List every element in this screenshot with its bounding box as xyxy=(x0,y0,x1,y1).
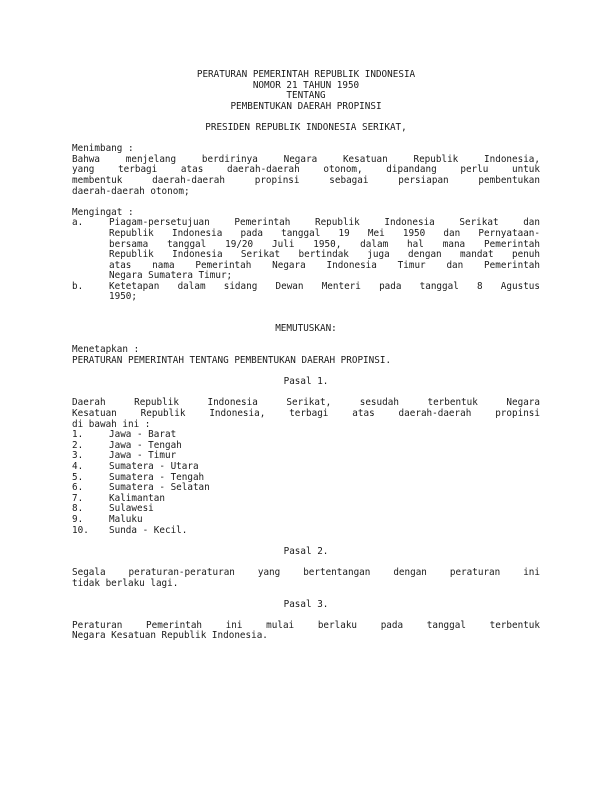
province-item xyxy=(72,515,540,526)
item-marker: b. xyxy=(72,280,84,292)
issuer-line: PRESIDEN REPUBLIK INDONESIA SERIKAT, xyxy=(205,121,407,133)
section-menimbang xyxy=(72,144,540,197)
province-item xyxy=(72,526,540,537)
province-name: Jawa - Barat xyxy=(109,429,177,441)
pasal-3-line: Negara Kesatuan Republik Indonesia. xyxy=(72,630,268,642)
pasal-2-heading: Pasal 2. xyxy=(283,545,329,557)
province-number: 10. xyxy=(72,524,89,536)
pasal-1-body xyxy=(72,398,540,536)
pasal-3-line: Peraturan Pemerintah ini mulai berlaku pada tanggal terbentuk xyxy=(72,619,540,631)
menimbang-line: daerah-daerah otonom; xyxy=(72,185,190,197)
province-number: 7. xyxy=(72,492,84,504)
province-name: Kalimantan xyxy=(109,492,165,504)
item-line: Piagam-persetujuan Pemerintah Republik Indonesia Serikat dan xyxy=(109,217,540,229)
province-number: 3. xyxy=(72,450,84,462)
item-line: Republik Indonesia Serikat bertindak juga dengan mandat penuh xyxy=(109,249,540,261)
pasal-3-body xyxy=(72,621,540,642)
title-tentang: TENTANG xyxy=(286,90,326,102)
menimbang-line: membentuk daerah-daerah propinsi sebagai persiapan pembentukan xyxy=(72,174,540,186)
menimbang-label: Menimbang : xyxy=(72,143,134,155)
item-marker: a. xyxy=(72,217,84,229)
province-item xyxy=(72,462,540,473)
document-page xyxy=(72,70,540,642)
item-line: Ketetapan dalam sidang Dewan Menteri pada tanggal 8 Agustus xyxy=(109,280,540,292)
pasal-1-heading: Pasal 1. xyxy=(283,376,329,388)
pasal-1-line: Kesatuan Republik Indonesia, terbagi atas daerah-daerah propinsi xyxy=(72,408,540,419)
item-line: atas nama Pemerintah Negara Indonesia Timur dan Pemerintah xyxy=(109,259,540,271)
item-line: 1950; xyxy=(109,291,137,303)
province-number: 8. xyxy=(72,503,84,515)
menimbang-line: Bahwa menjelang berdirinya Negara Kesatuan Republik Indonesia, xyxy=(72,153,540,165)
menetapkan-label: Menetapkan : xyxy=(72,344,140,356)
province-name: Jawa - Timur xyxy=(109,450,177,462)
section-menetapkan xyxy=(72,345,540,366)
province-number: 4. xyxy=(72,460,84,472)
menimbang-line: yang terbagi atas daerah-daerah otonom, dipandang perlu untuk xyxy=(72,164,540,176)
pasal-1-line: di bawah ini : xyxy=(72,418,151,430)
section-mengingat xyxy=(72,208,540,303)
province-name: Sulawesi xyxy=(109,503,154,515)
province-number: 2. xyxy=(72,439,84,451)
document-title xyxy=(72,70,540,112)
title-line: PERATURAN PEMERINTAH REPUBLIK INDONESIA xyxy=(196,69,416,80)
province-list xyxy=(72,430,540,536)
province-name: Sumatera - Tengah xyxy=(109,471,205,483)
province-name: Maluku xyxy=(109,513,143,525)
province-number: 6. xyxy=(72,482,84,494)
regulation-subject: PEMBENTUKAN DAERAH PROPINSI xyxy=(230,100,382,112)
mengingat-item-a xyxy=(72,218,540,282)
pasal-2-line: tidak berlaku lagi. xyxy=(72,577,179,589)
province-name: Sumatera - Utara xyxy=(109,460,199,472)
province-name: Sumatera - Selatan xyxy=(109,482,210,494)
pasal-2-line: Segala peraturan-peraturan yang bertentangan dengan peraturan ini xyxy=(72,566,540,578)
item-line: Negara Sumatera Timur; xyxy=(109,270,233,282)
pasal-1-line: Daerah Republik Indonesia Serikat, sesudah terbentuk Negara xyxy=(72,397,540,409)
province-name: Jawa - Tengah xyxy=(109,439,182,451)
regulation-number: NOMOR 21 TAHUN 1950 xyxy=(252,79,360,91)
item-line: bersama tanggal 19/20 Juli 1950, dalam hal mana Pemerintah xyxy=(109,238,540,250)
menetapkan-text: PERATURAN PEMERINTAH TENTANG PEMBENTUKAN DAERAH PROPINSI. xyxy=(72,355,392,367)
memutuskan-heading: MEMUTUSKAN: xyxy=(275,323,337,335)
province-number: 1. xyxy=(72,429,84,441)
province-name: Sunda - Kecil. xyxy=(109,524,188,536)
mengingat-item-b xyxy=(72,282,540,303)
item-line: Republik Indonesia pada tanggal 19 Mei 1950 dan Pernyataan- xyxy=(109,227,540,239)
province-number: 5. xyxy=(72,471,84,483)
province-number: 9. xyxy=(72,513,84,525)
pasal-2-body xyxy=(72,568,540,589)
pasal-3-heading: Pasal 3. xyxy=(283,598,329,610)
mengingat-label: Mengingat : xyxy=(72,206,134,218)
